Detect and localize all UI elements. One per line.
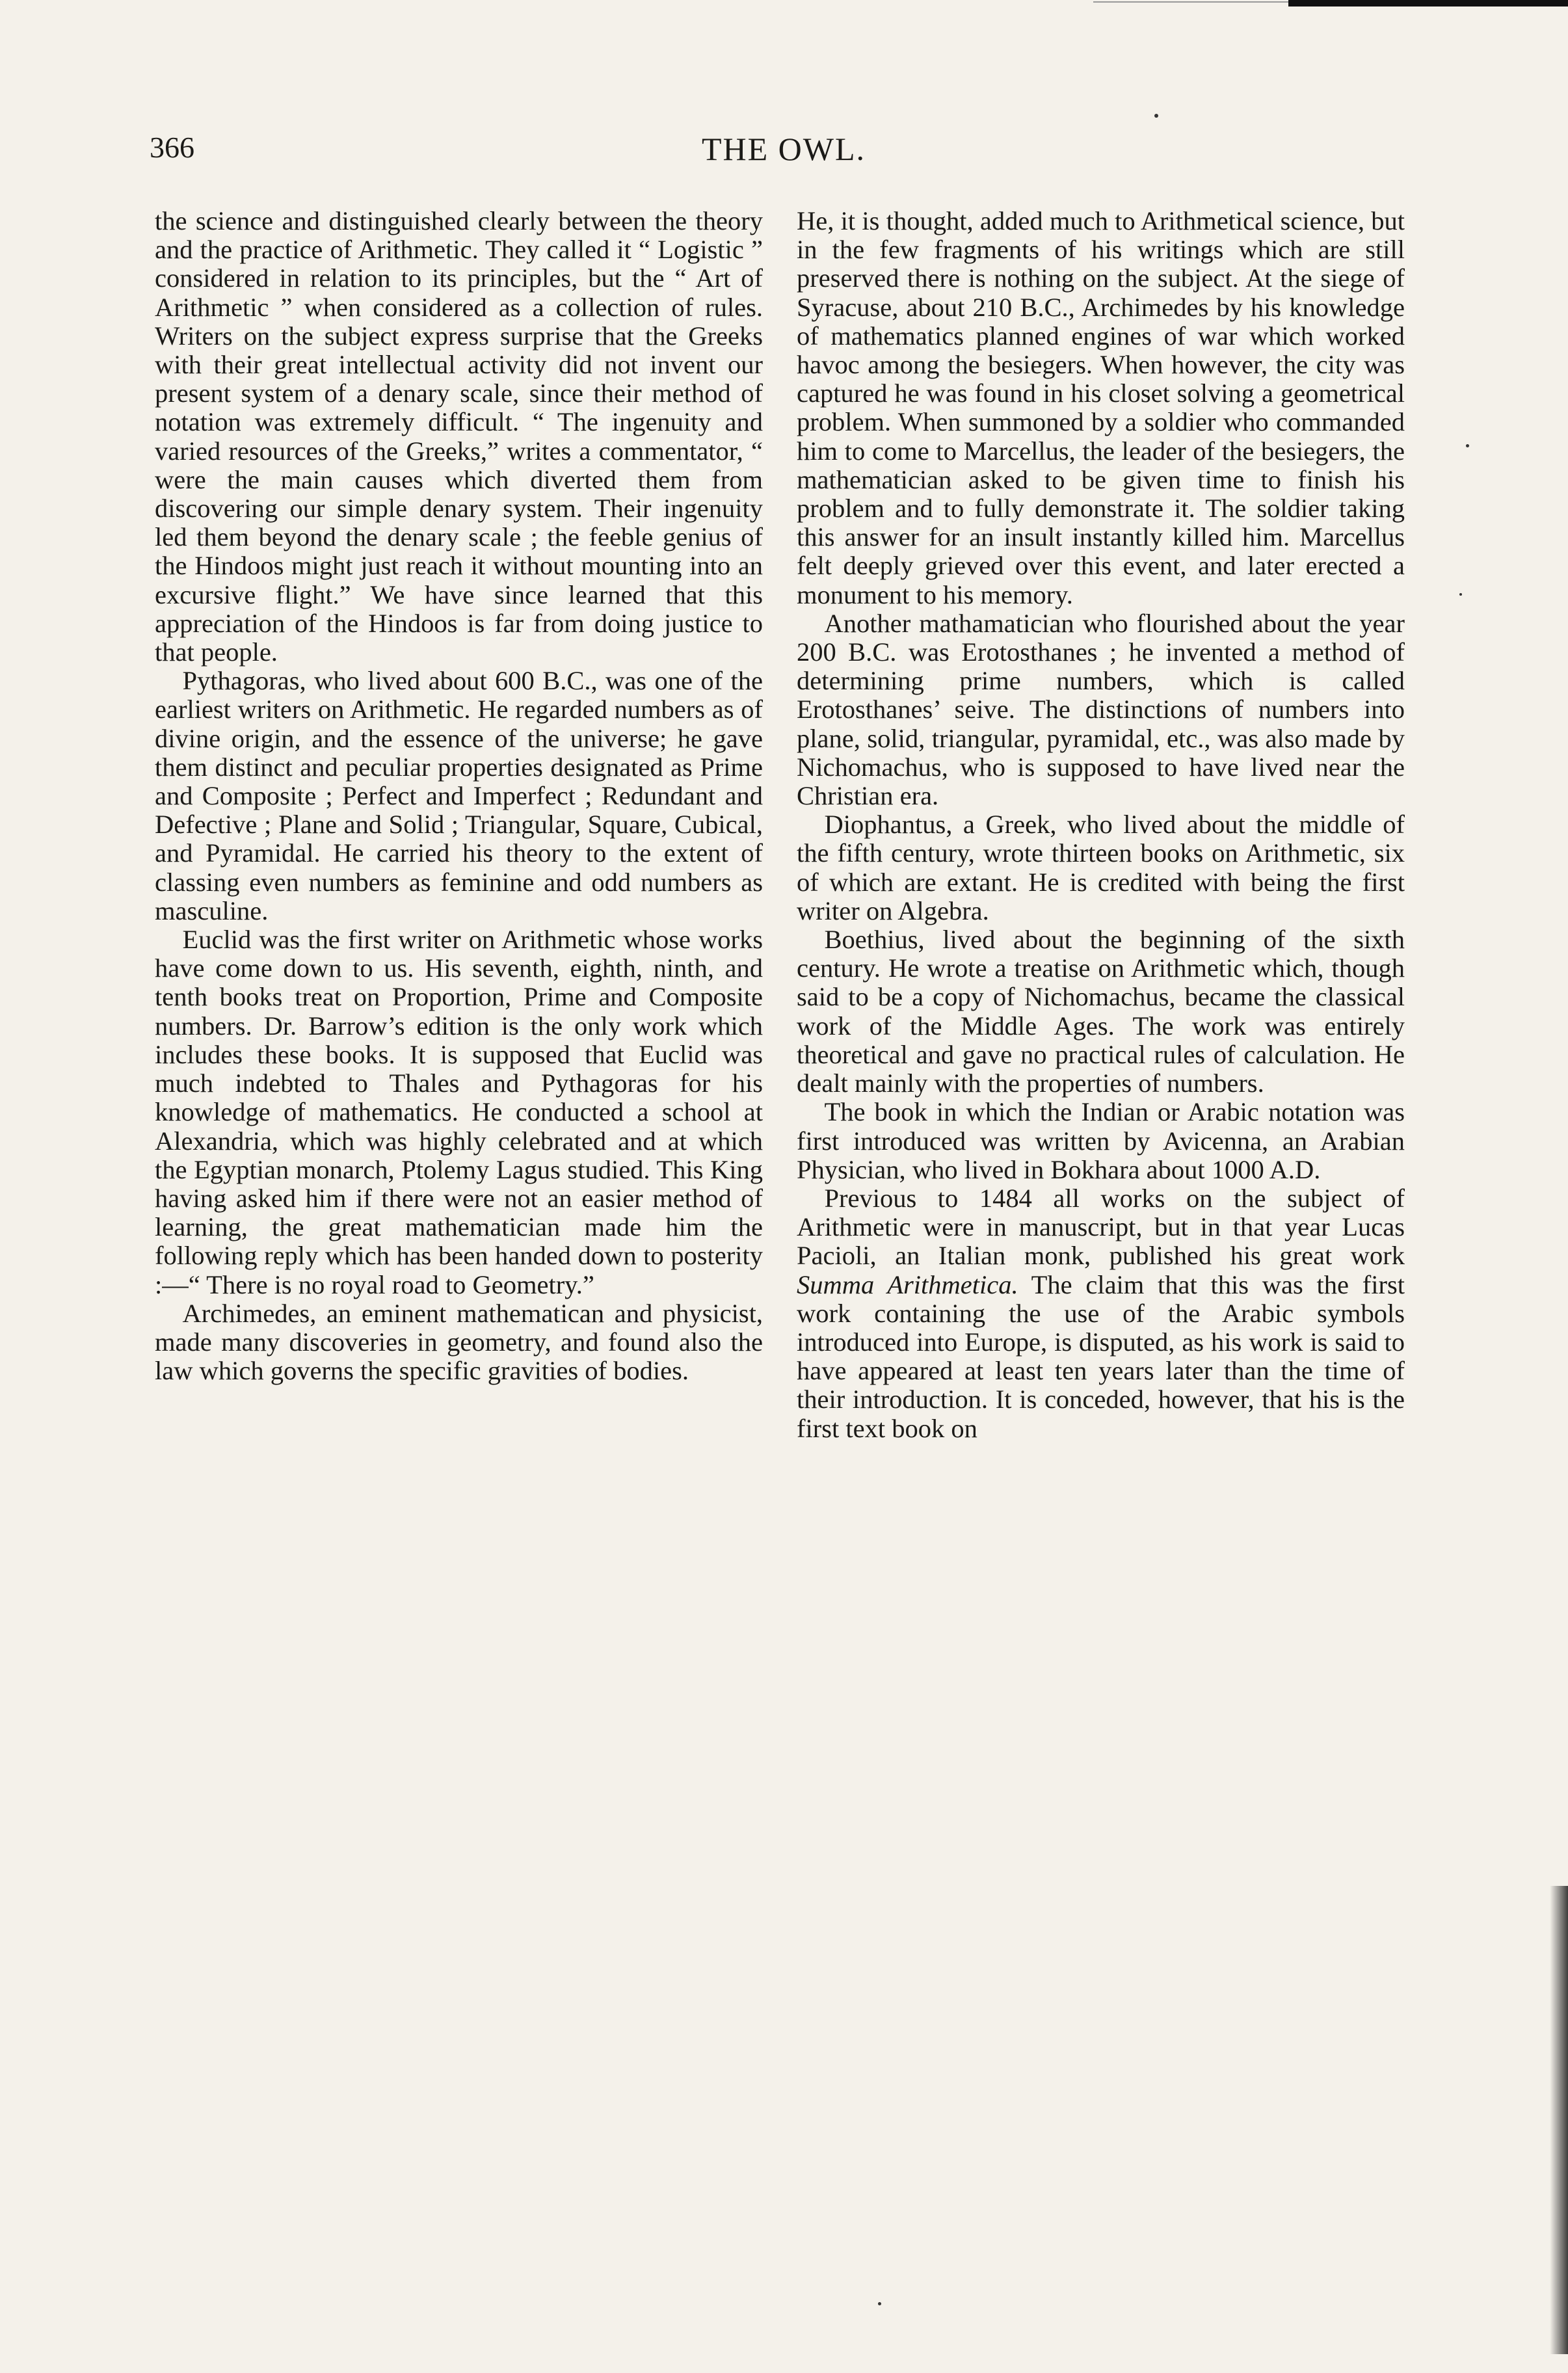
top-edge-thin-rule bbox=[1093, 1, 1288, 3]
paragraph bbox=[797, 1184, 1405, 1443]
print-speck bbox=[878, 2302, 881, 2305]
running-title: THE OWL. bbox=[701, 131, 866, 167]
right-column bbox=[797, 207, 1405, 1443]
paragraph: The book in which the Indian or Arabic notation was first introduced was written by Avicenna, an Arabian Physician, who lived in Bokhara about 1000 A.D. bbox=[797, 1097, 1405, 1184]
paragraph: Another mathamatician who flourished about the year 200 B.C. was Erotosthanes ; he invented a method of determining prime numbers, which is called Erotosthanes’ seive. The distinctions of numbers into plane, solid, triangular, pyramidal, etc., was also made by Nichomachus, who is supposed to have lived near the Christian era. bbox=[797, 608, 1405, 811]
book-title: Summa Arithmetica. bbox=[797, 1269, 1018, 1299]
paragraph-text: The claim that this was the first work containing the use of the Arabic symbols introduced into Europe, is disputed, as his work is said to have appeared at least ten years later than the time of their introduction. It is conceded, however, that his is the first text book on bbox=[797, 1269, 1405, 1443]
paragraph: the science and distinguished clearly between the theory and the practice of Arithmetic. They called it “ Logistic ” considered in relation to its principles, but the “ Art of Arithmetic ” when considered as a collection of rules. Writers on the subject express surprise that the Greeks with their great intellectual activity did not invent our present system of a denary scale, since their method of notation was extremely difficult. “ The ingenuity and varied resources of the Greeks,” writes a commentator, “ were the main causes which diverted them from discovering our simple denary system. Their ingenuity led them beyond the denary scale ; the feeble genius of the Hindoos might just reach it without mounting into an excursive flight.” We have since learned that this appreciation of the Hindoos is far from doing justice to that people. bbox=[155, 206, 763, 667]
paragraph: He, it is thought, added much to Arithmetical science, but in the few fragments of his writings which are still preserved there is nothing on the subject. At the siege of Syracuse, about 210 B.C., Archimedes by his knowledge of mathematics planned engines of war which worked havoc among the besiegers. When however, the city was captured he was found in his closet solving a geometrical problem. When summoned by a soldier who commanded him to come to Marcellus, the leader of the besiegers, the mathematician asked to be given time to finish his problem and to fully demonstrate it. The soldier taking this answer for an insult instantly killed him. Marcellus felt deeply grieved over this event, and later erected a monument to his memory. bbox=[797, 206, 1405, 609]
print-speck bbox=[1154, 114, 1158, 118]
print-speck bbox=[1459, 593, 1462, 596]
print-speck bbox=[1466, 444, 1469, 447]
paragraph: Archimedes, an eminent mathematican and physicist, made many discoveries in geometry, and found also the law which governs the specific gravities of bodies. bbox=[155, 1298, 763, 1386]
page-edge-shadow bbox=[1550, 1886, 1568, 2354]
paragraph: Euclid was the first writer on Arithmetic whose works have come down to us. His seventh, eighth, ninth, and tenth books treat on Proportion, Prime and Composite numbers. Dr. Barrow’s edition is the only work which includes these books. It is supposed that Euclid was much indebted to Thales and Pythagoras for his knowledge of mathematics. He conducted a school at Alexandria, which was highly celebrated and at which the Egyptian monarch, Ptolemy Lagus studied. This King having asked him if there were not an easier method of learning, the great mathematician made him the following reply which has been handed down to posterity :—“ There is no royal road to Geometry.” bbox=[155, 925, 763, 1299]
paragraph: Diophantus, a Greek, who lived about the middle of the fifth century, wrote thirteen books on Arithmetic, six of which are extant. He is credited with being the first writer on Algebra. bbox=[797, 810, 1405, 925]
paragraph: Pythagoras, who lived about 600 B.C., was one of the earliest writers on Arithmetic. He regarded numbers as of divine origin, and the essence of the universe; he gave them distinct and peculiar properties designated as Prime and Composite ; Perfect and Imperfect ; Redundant and Defective ; Plane and Solid ; Triangular, Square, Cubical, and Pyramidal. He carried his theory to the extent of classing even numbers as feminine and odd numbers as masculine. bbox=[155, 666, 763, 925]
top-edge-rule bbox=[1288, 0, 1568, 7]
paragraph-text: Previous to 1484 all works on the subject of Arithmetic were in manuscript, but in that year Lucas Pacioli, an Italian monk, published his great work bbox=[797, 1183, 1405, 1271]
left-column bbox=[155, 207, 763, 1385]
page-header bbox=[150, 130, 1418, 176]
paragraph: Boethius, lived about the beginning of the sixth century. He wrote a treatise on Arithmetic which, though said to be a copy of Nichomachus, became the classical work of the Middle Ages. The work was entirely theoretical and gave no practical rules of calculation. He dealt mainly with the properties of numbers. bbox=[797, 925, 1405, 1098]
page-number: 366 bbox=[150, 131, 194, 164]
